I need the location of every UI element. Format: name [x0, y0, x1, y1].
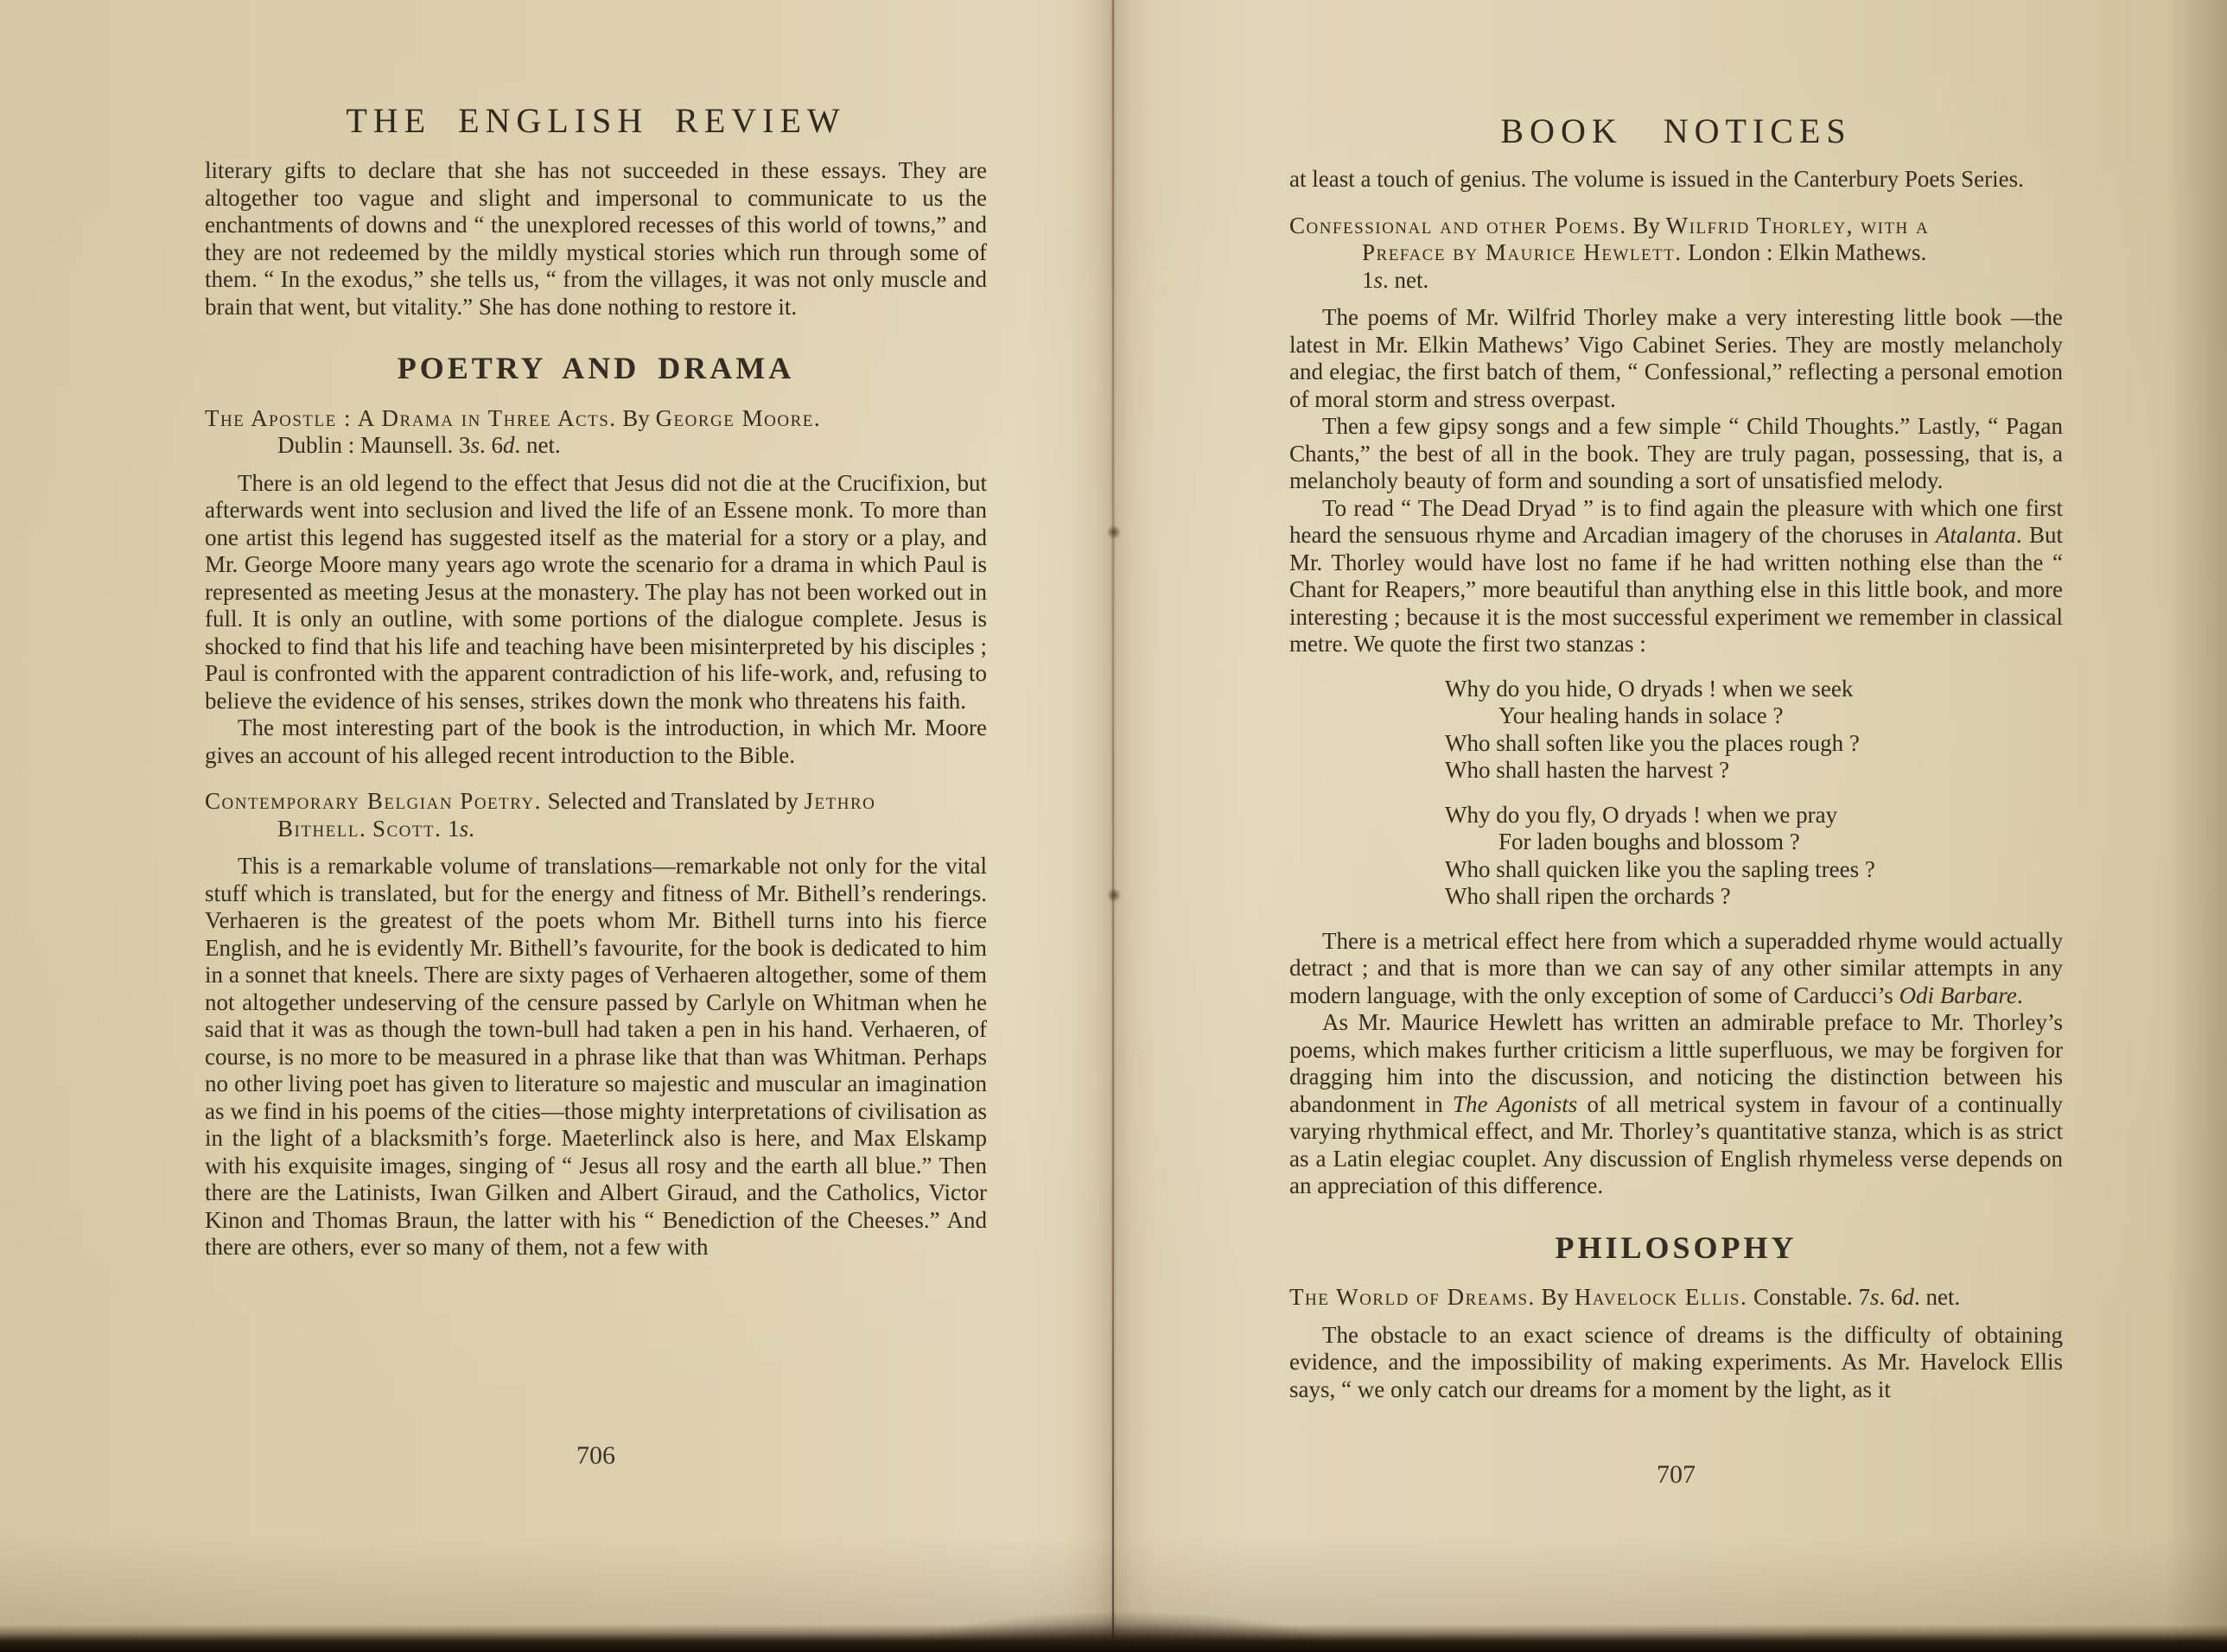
text-segment: Preface by Maurice Hewlett.: [1362, 239, 1683, 265]
paragraph: [1289, 1009, 2063, 1200]
text-segment: d: [1902, 1284, 1914, 1310]
book-entry-line: [205, 788, 987, 816]
text-segment: The most interesting part of the book is the introduction, in which Mr. Moore gives an account of his alleged recent introduction to the Bible.: [205, 715, 987, 768]
paragraph: [205, 715, 987, 769]
text-segment: By: [1535, 1284, 1575, 1310]
text-segment: The poems of Mr. Wilfrid Thorley make a very interesting little book —the latest in Mr. Elkin Mathews’ Vigo Cabinet Series. They are mostly melancholy and elegiac, the first batch of them, “ Confessional,” reflecting a personal emotion of moral storm and stress overpast.: [1289, 304, 2063, 412]
paragraph: [205, 157, 987, 321]
text-segment: George Moore.: [655, 404, 822, 431]
book-entry-line: [205, 405, 987, 433]
poem-line: Why do you hide, O dryads ! when we seek: [1445, 675, 1854, 702]
text-segment: Selected and Translated by: [541, 788, 805, 814]
text-segment: literary gifts to declare that she has not succeeded in these essays. They are altogether too vague and slight and impersonal to communicate to us the enchantments of downs and “ the unexplored recesses of this world of towns,” and they are not redeemed by the mildly mystical stories which run through some of them. “ In the exodus,” she tells us, “ from the villages, it was not only muscle and brain that went, but vitality.” She has done nothing to restore it.: [205, 157, 987, 320]
text-segment: Contemporary Belgian Poetry.: [205, 788, 542, 814]
text-segment: The World of Dreams.: [1289, 1284, 1536, 1310]
text-segment: By: [616, 404, 656, 431]
text-segment: Havelock Ellis.: [1574, 1284, 1748, 1310]
text-segment: Wilfrid Thorley, with a: [1665, 212, 1930, 238]
text-segment: London : Elkin Mathews.: [1682, 239, 1927, 265]
text-segment: . net.: [514, 432, 561, 458]
paragraph: [1289, 928, 2063, 1010]
text-segment: This is a remarkable volume of translations—remarkable not only for the vital stuff which is translated, but for the energy and fitness of Mr. Bithell’s renderings. Verhaeren is the greatest of the poets whom Mr. Bithell turns into his fierce English, and he is evidently Mr. Bithell’s favourite, for the book is dedicated to him in a sonnet that kneels. There are sixty pages of Verhaeren altogether, some of them not altogether undeserving of the censure passed by Carlyle on Whitman when he said that it was as though the town-bull had taken a pen in his hand. Verhaeren, of course, is no more to be measured in a phrase like that than was Whitman. Perhaps no other living poet has given to literature so majestic and muscular an imagination as we find in his poems of the cities—those mighty interpretations of civilisation as in the light of a blacksmith’s forge. Maeterlinck also is here, and Max Elskamp with his exquisite images, singing of “ Jesus all rosy and the earth all blue.” Then there are the Latinists, Iwan Gilken and Albert Giraud, and the Catholics, Victor Kinon and Thomas Braun, the latter with his “ Benediction of the Cheeses.” And there are others, ever so many of them, not a few with: [205, 853, 987, 1260]
section-heading: POETRY AND DRAMA: [397, 351, 795, 385]
paragraph: [205, 853, 987, 1261]
text-segment: . 6: [1879, 1284, 1903, 1310]
paragraph: [1289, 166, 2063, 194]
poem-line: Who shall soften like you the places rough ?: [1445, 729, 1860, 756]
left-page-text-column: [205, 157, 987, 1261]
text-segment: The Apostle : A Drama in Three Acts.: [205, 404, 617, 431]
text-segment: . net.: [1383, 266, 1429, 293]
text-segment: of all metrical system in favour of a continually varying rhythmical effect, and Mr. Thorley’s quantitative stanza, which is as strict as a Latin elegiac couplet. Any discussion of English rhymeless verse depends on an appreciation of this difference.: [1289, 1090, 2063, 1198]
text-segment: Confessional and other Poems.: [1289, 212, 1627, 238]
text-segment: s: [1869, 1284, 1880, 1310]
text-segment: [366, 816, 372, 842]
section-heading: PHILOSOPHY: [1555, 1229, 1798, 1265]
binding-thread-mark: [1106, 525, 1122, 539]
text-segment: Dublin : Maunsell. 3: [277, 432, 471, 458]
gutter-crease: [1112, 0, 1114, 1652]
binding-thread-mark: [1106, 888, 1122, 902]
text-segment: . But Mr. Thorley would have lost no fame if he had written nothing else than the “ Chant for Reapers,” more beautiful than anything else in this little book, and more interesting ; because it is the most successful experiment we remember in classical metre. We quote the first two stanzas :: [1289, 522, 2064, 657]
book-entry-line: [1289, 239, 2063, 267]
text-segment: .: [468, 815, 474, 842]
book-entry: [1289, 1284, 2063, 1312]
book-entry-line: [1289, 1284, 2063, 1312]
paragraph: [1289, 1322, 2063, 1404]
poem-stanza: [1445, 676, 2063, 785]
poem-line: Your healing hands in solace ?: [1498, 702, 1784, 728]
running-head-left: THE ENGLISH REVIEW: [346, 101, 846, 140]
book-entry-line: [205, 432, 987, 460]
text-segment: Jethro: [804, 788, 876, 814]
text-segment: s: [470, 432, 480, 458]
text-segment: As Mr. Maurice Hewlett has written an admirable preface to Mr. Thorley’s poems, which makes further criticism a little superfluous, we may be forgiven for dragging him into the discussion, and noticing the distinction between his abandonment in: [1289, 1009, 2063, 1117]
right-page-text-column: [1289, 166, 2063, 1403]
poem-line: Who shall quicken like you the sapling trees ?: [1445, 855, 1875, 882]
text-segment: The Agonists: [1452, 1090, 1578, 1117]
text-segment: Odi Barbare: [1899, 982, 2017, 1008]
book-bottom-edge: [0, 1624, 2227, 1652]
text-segment: There is a metrical effect here from which a superadded rhyme would actually detract ; and that is more than we can say of any other similar attempts in any modern language, with the only exception of some of Carducci’s: [1289, 927, 2063, 1008]
text-segment: .: [2016, 982, 2023, 1008]
book-entry: [1289, 213, 2063, 295]
text-segment: s: [459, 815, 469, 842]
paragraph: [1289, 304, 2063, 413]
book-entry-line: [1289, 267, 2063, 295]
page-number-left: 706: [576, 1441, 615, 1470]
text-segment: 1: [442, 815, 460, 842]
text-segment: . net.: [1914, 1284, 1961, 1310]
book-entry-line: [1289, 213, 2063, 240]
text-segment: There is an old legend to the effect that Jesus did not die at the Crucifixion, but afterwards went into seclusion and lived the life of an Essene monk. To more than one artist this legend has suggested itself as the material for a story or a play, and Mr. George Moore many years ago wrote the scenario for a drama in which Paul is represented as meeting Jesus at the monastery. The play has not been worked out in full. It is only an outline, with some portions of the dialogue complete. Jesus is shocked to find that his life and teaching have been misinterpreted by his disciples ; Paul is confronted with the apparent contradiction of his life-work, and, refusing to believe the evidence of his senses, strikes down the monk who threatens his faith.: [205, 469, 987, 714]
book-entry: [205, 788, 987, 842]
text-segment: Then a few gipsy songs and a few simple “ Child Thoughts.” Lastly, “ Pagan Chants,” the best of all in the book. They are truly pagan, possessing, that is, a melancholy beauty of form and sounding a sort of unsatisfied melody.: [1289, 413, 2063, 493]
poem-line: For laden boughs and blossom ?: [1498, 829, 1800, 855]
text-segment: Constable. 7: [1747, 1284, 1870, 1310]
poem-stanza: [1445, 802, 2063, 911]
book-entry: [205, 405, 987, 460]
paragraph: [1289, 495, 2063, 658]
poem-line: Who shall ripen the orchards ?: [1445, 883, 1731, 909]
text-segment: By: [1626, 212, 1666, 238]
running-head-right: BOOK NOTICES: [1500, 111, 1852, 150]
paragraph: [1289, 413, 2063, 495]
text-segment: Bithell.: [277, 815, 367, 842]
text-segment: s: [1373, 266, 1384, 293]
text-segment: Atalanta: [1935, 522, 2016, 548]
text-segment: d: [503, 432, 515, 458]
page-number-right: 707: [1657, 1460, 1696, 1489]
paragraph: [205, 470, 987, 715]
text-segment: at least a touch of genius. The volume is issued in the Canterbury Poets Series.: [1289, 166, 2024, 192]
text-segment: . 6: [480, 432, 504, 458]
page-edge-right: [2167, 0, 2227, 1652]
text-segment: Scott.: [372, 815, 442, 842]
poem-line: Who shall hasten the harvest ?: [1445, 757, 1730, 783]
text-segment: The obstacle to an exact science of dreams is the difficulty of obtaining evidence, and the impossibility of making experiments. As Mr. Havelock Ellis says, “ we only catch our dreams for a moment by the light, as it: [1289, 1321, 2063, 1402]
text-segment: 1: [1362, 266, 1374, 293]
poem-line: Why do you fly, O dryads ! when we pray: [1445, 801, 1838, 828]
text-segment: To read “ The Dead Dryad ” is to find again the pleasure with which one first heard the sensuous rhyme and Arcadian imagery of the choruses in: [1289, 494, 2063, 548]
book-entry-line: [205, 816, 987, 843]
